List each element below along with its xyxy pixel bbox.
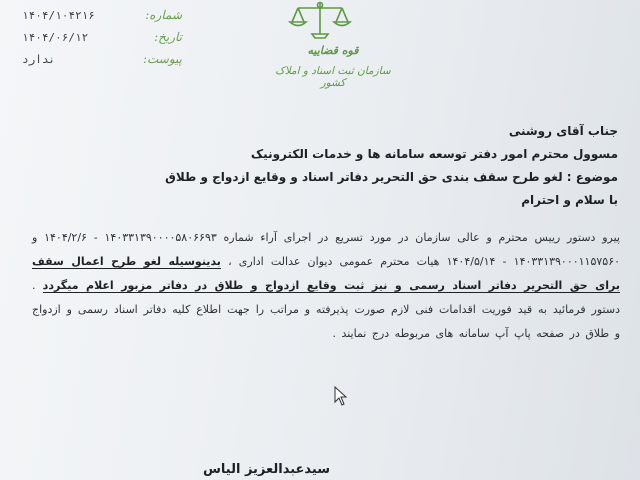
organization-name — [268, 44, 398, 89]
scales-of-justice-icon — [280, 0, 360, 40]
letter-date-value: ۱۴۰۴/۰۶/۱۲ — [22, 31, 89, 44]
recipient-block — [98, 120, 618, 212]
signature-name: سیدعبدالعزیز الیاس — [202, 462, 330, 477]
body-paragraph-instruction: . دستور فرمائید به قید فوریت اقدامات فنی لازم صورت پذیرفته و مراتب را جهت اطلاع کلیه دفاتر اسناد رسمی و ازدواج و طلاق در صفحه پاپ آپ سامانه های مربوطه درج نمایند . — [32, 279, 620, 340]
mouse-pointer-icon — [334, 386, 348, 406]
letter-attachment-label: پیوست: — [142, 52, 182, 66]
body-paragraph-intro: پیرو دستور رییس محترم و عالی سازمان در مورد تسریع در اجرای آراء شماره ۱۴۰۳۳۱۳۹۰۰۰۰۵۸۰۶۶۹۳ - ۱۴۰۴/۲/۶ و ۱۴۰۳۳۱۳۹۰۰۰۱۱۵۷۵۶۰ - ۱۴۰۴/۵/۱۴ هیات محترم عمومی دیوان عدالت اداری ، — [32, 231, 621, 268]
letter-subject: موضوع : لغو طرح سقف بندی حق التحریر دفاتر اسناد و وقایع ازدواج و طلاق — [165, 170, 618, 184]
letter-number-label: شماره: — [145, 8, 182, 22]
letter-header-meta — [22, 8, 182, 74]
letter-date-label: تاریخ: — [154, 30, 182, 44]
letter-body — [32, 226, 620, 346]
recipient-title: مسوول محترم امور دفتر توسعه سامانه ها و خدمات الکترونیک — [250, 147, 618, 161]
letter-number-value: ۱۴۰۴/۱۰۴۲۱۶ — [22, 9, 95, 22]
letter-greeting: با سلام و احترام — [521, 193, 618, 207]
organization-line-1: قوه قضاییه — [307, 44, 359, 57]
body-underlined-announcement: بدینوسیله لغو طرح اعمال سقف برای حق التحریر دفاتر اسناد رسمی و نیز ثبت وقایع ازدواج و طلاق در دفاتر مزبور اعلام میگردد — [32, 255, 620, 292]
letter-date-row — [22, 30, 182, 52]
letter-attachment-row — [22, 52, 182, 74]
organization-line-2: سازمان ثبت اسناد و املاک کشور — [275, 65, 391, 89]
letter-number-row — [22, 8, 182, 30]
letter-attachment-value: ندارد — [22, 53, 56, 66]
recipient-name: جناب آقای روشنی — [508, 124, 618, 138]
